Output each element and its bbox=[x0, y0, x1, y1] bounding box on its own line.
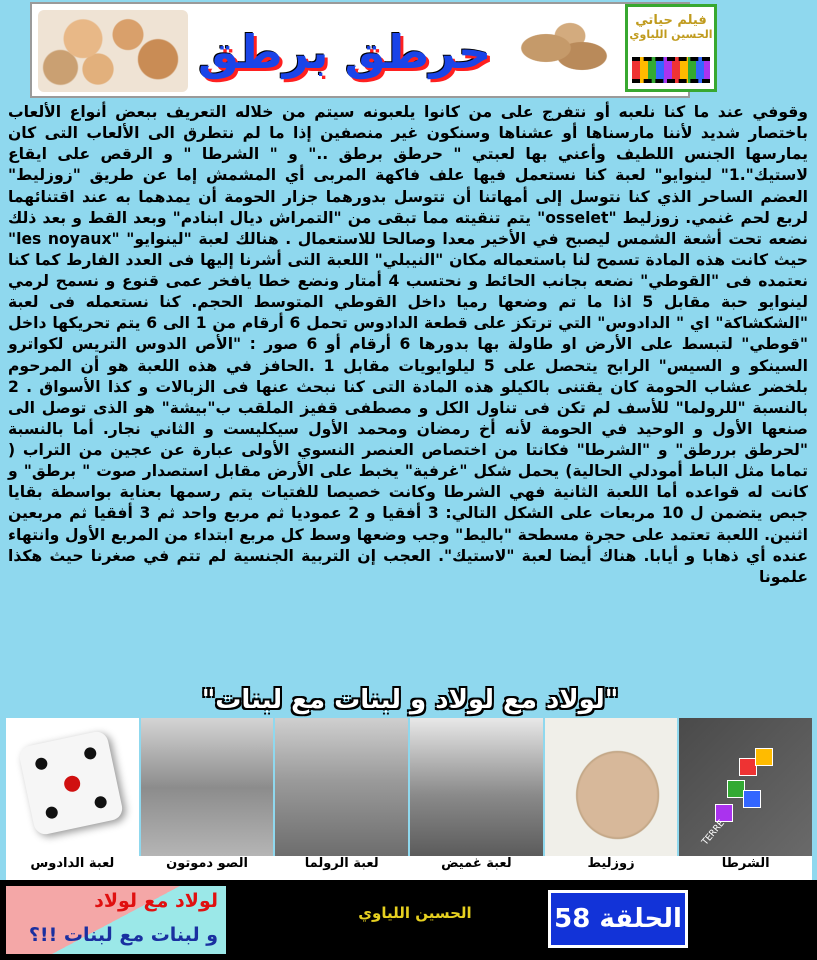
label-dice: لعبة الدادوس bbox=[30, 856, 115, 871]
slogan-line1: لولاد مع لولاد bbox=[94, 890, 218, 912]
rolma-photo bbox=[275, 718, 408, 858]
banner-quote: "لولاد مع لولاد و لبنات مع لبنات" bbox=[201, 685, 619, 715]
author-name: الحسين اللياوي bbox=[358, 904, 472, 922]
logo bbox=[625, 4, 717, 92]
dice-photo bbox=[6, 718, 139, 858]
footer bbox=[0, 880, 817, 960]
label-street: الصو دموتون bbox=[166, 856, 248, 871]
apricot-stones-image bbox=[504, 12, 624, 92]
slogan-line2: و لبنات مع لبنات !!؟ bbox=[28, 924, 218, 946]
knucklebone-photo bbox=[545, 718, 678, 858]
filmstrip-icon bbox=[632, 57, 710, 83]
slogan-box bbox=[6, 886, 226, 954]
header bbox=[30, 2, 690, 98]
hopscotch-tag: TERRE bbox=[700, 818, 728, 848]
logo-line2: الحسين اللياوي bbox=[629, 28, 713, 41]
label-hide: لعبة غميض bbox=[441, 856, 512, 871]
photo-strip bbox=[6, 718, 812, 858]
photo-labels bbox=[6, 856, 812, 880]
street-game-photo bbox=[141, 718, 274, 858]
page-title: حرطق برطق bbox=[197, 25, 492, 79]
logo-line1: فيلم حياتي bbox=[635, 13, 707, 28]
article-paragraph: وقوفي عند ما كنا نلعبه أو نتفرج على من كانوا يلعبونه سيتم من خلاله التعريف ببعض أنواع الألعاب باختصار شديد لأننا مارسناها أو عشناها وسنكون غير منصفين إذا ما لم نتطرق الى الألعاب التى كان يمارسها الجنس اللطيف وأعني بها لعبتي " حرطق برطق .." و " الشرطا " و الرقص على ايقاع لاستيك".1" لينوايو" لعبة كنا نستعمل فيها علف فاكهة المربى أي المشمش إما عن طريق "زوزليط" العضم الساحر الذي كنا نتوسل إلى أمهاتنا أن تتوسل بدورهما جزار الحومة أن يمدهما به عند اقتنائهما لربع لحم غنمي. زوزليط "osselet" يتم تنقيته مما تبقى من "التمراش ديال ابنادم" وبعد القط و بعد ذلك نضعه تحت أشعة الشمس ليصبح في الأخير معدا وصالحا للاستعمال . هنالك لعبة "لينوايو" "les noyaux" حيث كانت هذه المادة تسمح لنا باستعماله مكان "النيبلي" اللعبة التى أشرنا إليها فى العدد الفارط كما كنا نعتمده فى "القوطي" نضعه بجانب الحائط و نحتسب 4 أمتار ونضع خطا يافخر عمى قنوع و نسمح لرمي لينوايو حبة مقابل 5 اذا ما تم وضعها رميا داخل القوطي المتوسط الحجم. كنا نستعمله فى لعبة "الشكشاكة" اي " الدادوس" التي ترتكز على قطعة الدادوس تحمل 6 أرقام من 1 الى 6 يتم تحريكها داخل "قوطي" لتبسط على الأرض او طاولة بها بدورها 6 أرقام أو 6 صور : "الأص الدوس التريس لكواترو السينكو و السيس" الرابح يتحصل على 5 ليلوايويات مقابل 1 .الحافز في هذه اللعبة هو أن المرحوم بلخضر عشاب الحومة كان يقتنى بالكيلو هذه المادة التى كنا نبحث عنها فى الزبالات و كذا الأسواق . 2 بالنسبة "للرولما" للأسف لم تكن فى تناول الكل و مصطفى قفيز الملقب ب"بيشة" هو الذى توصل الى صنعها الأول و الوحيد في الحومة لأنه أخ رمضان ومحمد الأول سيكليست و الثاني نجار. أما بالنسبة "لحرطق بررطق" و "الشرطا" فكانتا من اختصاص العنصر النسوي الأولى عبارة عن عجين من التراب ( تماما مثل الباط أمودلي الحالية) يحمل شكل "غرفية" يخبط على الأرض مقابل استصدار صوت " برطق" و كانت له قواعده أما اللعبة الثانية فهي الشرطا وكانت خصيصا للفتيات يتم رسمها بعناية بواسطة بقايا جبص يتضمن ل 10 مربعات على الشكل التالي: 3 أفقيا و 2 عموديا ثم مربع واحد ثم 3 أفقيا ثم مربعين اثنين. اللعبة تعتمد على حجرة مسطحة "باليط" وجب وضعها وسط كل مربع ابتداء من المربع الأول وانتهاء عنده أي ذهابا و أيابا. هناك أيضا لعبة "لاستيك". العجب إن التربية الجنسية لم تتم في صغرنا حيث هكذا علمونا bbox=[8, 103, 809, 586]
episode-badge: الحلقة 58 bbox=[548, 890, 688, 948]
apricot-kernels-image bbox=[38, 10, 188, 92]
hopscotch-photo bbox=[679, 718, 812, 858]
article-body bbox=[8, 102, 808, 588]
hide-and-seek-photo bbox=[410, 718, 543, 858]
label-rolma: لعبة الرولما bbox=[304, 856, 379, 871]
label-hopscotch: الشرطا bbox=[721, 856, 770, 871]
dice-icon bbox=[18, 730, 125, 837]
label-knucklebone: زوزليط bbox=[587, 856, 635, 871]
